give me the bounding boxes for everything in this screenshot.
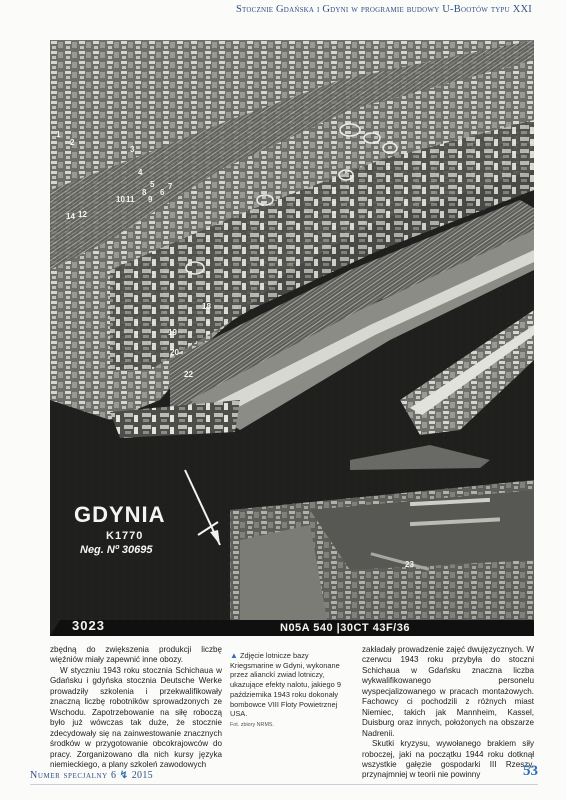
page-number: 53 (523, 763, 538, 779)
article-paragraph: zakładały prowadzenie zajęć dwujęzycznych. W czerwcu 1943 roku przybyła do stoczni Schichaua w Gdańsku znaczna liczba wykwalifikowanego personelu wyspecjalizowanego w pracach montażowych. Fachowcy ci pochodzili z różnych miast Niemiec, takich jak Mannheim, Kassel, Duisburg oraz innych, położonych na obszarze Nadrenii. (362, 645, 534, 738)
photo-marker: 7 (168, 182, 173, 191)
photo-caption (230, 651, 353, 731)
article-paragraph: Skutki kryzysu, wywołanego brakiem siły roboczej, jaki na początku 1944 roku dotknął wszystkie gałęzie gospodarki III Rzeszy, przynajmniej w teorii nie powinny (362, 739, 534, 780)
photo-marker: 2 (70, 138, 75, 147)
photo-code-label: K1770 (106, 530, 144, 542)
photo-marker: 9 (148, 195, 153, 204)
photo-marker: 14 (66, 212, 75, 221)
photo-marker: 6 (160, 188, 165, 197)
photo-marker: 12 (78, 210, 87, 219)
article-paragraph: zbędną do zwiększenia produkcji liczbę więźniów miały zapewnić inne obozy. (50, 645, 222, 665)
caption-text: Zdjęcie lotnicze bazy Kriegsmarine w Gdyni, wykonane przez alianckí zwiad lotniczy, ukazujące efekty nalotu, jakiego 9 października 1943 roku dokonały bombowce VIII Floty Powietrznej USA. (230, 651, 341, 719)
photo-marker: 8 (142, 188, 147, 197)
lightning-logo-icon: ↯ (119, 770, 129, 781)
footer-divider (30, 784, 538, 785)
photo-neg-label: Neg. Nº 30695 (80, 544, 153, 556)
photo-marker: 1 (56, 130, 61, 139)
article-paragraph: W styczniu 1943 roku stocznia Schichaua w Gdańsku i gdyńska stocznia Deutsche Werke prowadziły szkolenia i przekwalifikowały znaczną liczbę robotników sprowadzonych ze Wschodu. Zapotrzebowanie na siłę roboczą było już wówczas tak duże, że stocznie zdecydowały się na zainwestowanie znacznych środków w przygotowanie obcokrajowców do pracy. Zorganizowano dla nich kursy języka niemieckiego, a plany szkoleń zawodowych (50, 665, 222, 769)
aerial-photo (50, 40, 534, 636)
photo-frame-number: 3023 (72, 618, 105, 633)
photo-marker: 18 (202, 302, 211, 311)
caption-arrow-icon: ▲ (230, 651, 238, 660)
article-column-left (50, 645, 222, 770)
photo-marker: 19 (168, 328, 177, 337)
article-column-right (362, 645, 534, 781)
photo-marker: 20 (170, 348, 179, 357)
footer-year: 2015 (131, 770, 153, 781)
photo-credit: Fot. zbiory NRMS. (230, 721, 275, 728)
photo-marker: 22 (184, 370, 193, 379)
photo-marker: 10 (116, 195, 125, 204)
running-head: Stocznie Gdańska i Gdyni w programie budowy U-Bootów typu XXI (235, 4, 532, 15)
photo-marker: 4 (138, 168, 143, 177)
photo-bottom-code: N05A 540 |30CT 43F/36 (280, 622, 410, 634)
footer-magazine: Numer specjalny 6 (30, 770, 117, 781)
footer-issue (30, 770, 153, 781)
photo-marker: 23 (405, 560, 414, 569)
photo-place-label: GDYNIA (74, 502, 166, 527)
photo-marker: 3 (130, 145, 135, 154)
photo-marker: 5 (150, 180, 155, 189)
photo-marker: 11 (126, 195, 135, 204)
